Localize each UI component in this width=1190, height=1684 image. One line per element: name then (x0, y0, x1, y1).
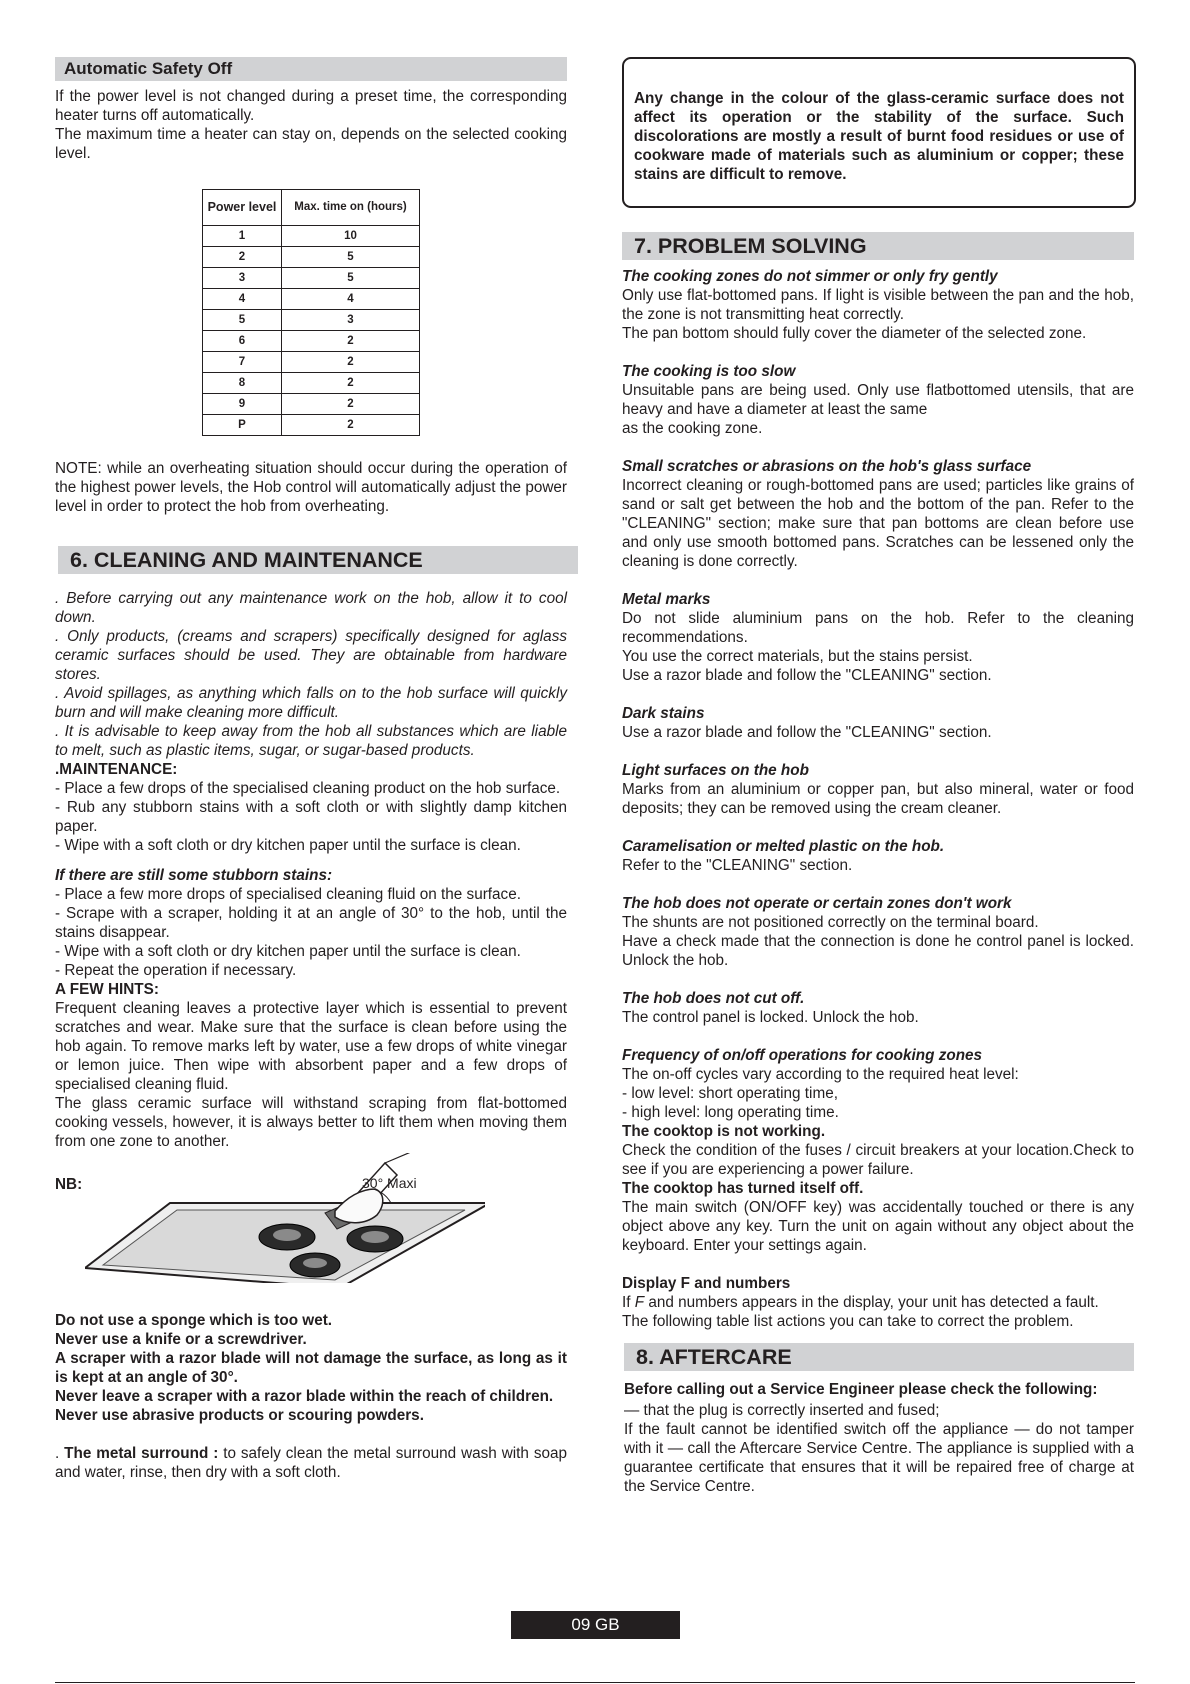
stubborn-title: If there are still some stubborn stains: (55, 867, 333, 884)
table-cell: 2 (282, 352, 420, 373)
table-cell: 2 (203, 247, 282, 268)
aftercare-line: If the fault cannot be identified switch off the appliance — do not tamper with it — call the Aftercare Service Centre. The appliance is supplied with a guarantee certificate that ensures that it will be repaired free of charge at the Service Centre. (624, 1421, 1134, 1495)
problem-line: Marks from an aluminium or copper pan, but also mineral, water or food deposits; they can be removed using the cream cleaner. (622, 781, 1134, 817)
frequency-line: The on-off cycles vary according to the required heat level: (622, 1066, 1019, 1083)
cleaning-heading: 6. CLEANING AND MAINTENANCE (58, 546, 578, 574)
maintenance-step: - Rub any stubborn stains with a soft cloth or with slightly damp kitchen paper. (55, 799, 567, 835)
max-time-header: Max. time on (hours) (282, 190, 420, 226)
angle-line-icon (385, 1153, 418, 1163)
display-pre: If (622, 1294, 635, 1311)
problem-title: Caramelisation or melted plastic on the hob. (622, 838, 945, 855)
metal-prefix: . (55, 1445, 65, 1462)
table-cell: 2 (282, 415, 420, 436)
colour-notice: Any change in the colour of the glass-ceramic surface does not affect its operation or the stability of the surface. Such discolorations are mostly a result of burnt food residues or use of cookware made of materials such as aluminium or copper; these stains are difficult to remove. (634, 90, 1124, 183)
problem-line: Have a check made that the connection is done he control panel is locked. Unlock the hob. (622, 933, 1134, 969)
stubborn-step: - Scrape with a scraper, holding it at an angle of 30° to the hob, until the stains disappear. (55, 905, 567, 941)
problem-line: The pan bottom should fully cover the diameter of the selected zone. (622, 325, 1087, 342)
maintenance-step: - Place a few drops of the specialised cleaning product on the hob surface. (55, 780, 561, 797)
warning-line: Never leave a scraper with a razor blade within the reach of children. (55, 1388, 554, 1405)
table-row (203, 331, 420, 352)
warning-line: Do not use a sponge which is too wet. (55, 1312, 333, 1329)
table-cell: 2 (282, 394, 420, 415)
stubborn-step: - Place a few more drops of specialised cleaning fluid on the surface. (55, 886, 521, 903)
table-cell: 5 (203, 310, 282, 331)
problem-line: Refer to the "CLEANING" section. (622, 857, 853, 874)
nb-figure-area (55, 1163, 567, 1309)
table-cell: 2 (282, 373, 420, 394)
frequency-line: - low level: short operating time, (622, 1085, 838, 1102)
table-cell: 3 (203, 268, 282, 289)
problem-title: Light surfaces on the hob (622, 762, 809, 779)
problem-line: Incorrect cleaning or rough-bottomed pans are used; particles like grains of sand or salt get between the hob and the bottom of the pan. Refer to the "CLEANING" section; make sure that pan bottoms are clean before use and only use smooth bottomed pans. Scratches can be lessened only the cleaning is done correctly. (622, 477, 1134, 570)
nb-label: NB: (55, 1176, 83, 1193)
not-working-text: Check the condition of the fuses / circuit breakers at your location.Check to see if you are experiencing a power failure. (622, 1142, 1134, 1178)
table-row (203, 247, 420, 268)
right-column (622, 0, 1134, 1496)
problem-title: The hob does not operate or certain zones don't work (622, 895, 1012, 912)
aftercare-intro: Before calling out a Service Engineer please check the following: (624, 1381, 1098, 1398)
table-row (203, 268, 420, 289)
cleaning-hint: . Before carrying out any maintenance work on the hob, allow it to cool down. (55, 590, 567, 626)
turned-off-text: The main switch (ON/OFF key) was accidentally touched or there is any object above any key. Turn the unit on again without any object about the keyboard. Enter your settings again. (622, 1199, 1134, 1254)
maintenance-step: - Wipe with a soft cloth or dry kitchen paper until the surface is clean. (55, 837, 521, 854)
hob-scraper-illustration (85, 1153, 485, 1283)
problem-title: The cooking is too slow (622, 363, 796, 380)
display-f: F (634, 1294, 645, 1311)
display-post: and numbers appears in the display, your unit has detected a fault. (644, 1294, 1099, 1311)
page-number: 09 GB (511, 1611, 680, 1639)
turned-off-title: The cooktop has turned itself off. (622, 1180, 864, 1197)
power-level-header: Power level (203, 190, 282, 226)
table-cell: 7 (203, 352, 282, 373)
table-cell: 5 (282, 268, 420, 289)
problem-line: You use the correct materials, but the stains persist. (622, 648, 973, 665)
maintenance-title: .MAINTENANCE: (55, 761, 178, 778)
problem-title: The hob does not cut off. (622, 990, 805, 1007)
display-line2: The following table list actions you can take to correct the problem. (622, 1313, 1074, 1330)
table-cell: 4 (203, 289, 282, 310)
problem-line: Do not slide aluminium pans on the hob. Refer to the cleaning recommendations. (622, 610, 1134, 646)
problem-line: Use a razor blade and follow the "CLEANING" section. (622, 724, 992, 741)
table-row (203, 352, 420, 373)
table-row (203, 310, 420, 331)
cooking-zone-icon (361, 1231, 389, 1243)
bottom-rule (55, 1682, 1135, 1683)
aftercare-line: — that the plug is correctly inserted and fused; (624, 1402, 940, 1419)
metal-text: to safely clean the metal surround wash with soap and water, rinse, then dry with a soft cloth. (55, 1445, 567, 1481)
problem-line: as the cooking zone. (622, 420, 763, 437)
table-row (203, 373, 420, 394)
problem-title: Metal marks (622, 591, 711, 608)
problem-title: Small scratches or abrasions on the hob's glass surface (622, 458, 1032, 475)
problem-line: The control panel is locked. Unlock the hob. (622, 1009, 919, 1026)
display-line (622, 1293, 1134, 1312)
stubborn-step: - Wipe with a soft cloth or dry kitchen paper until the surface is clean. (55, 943, 521, 960)
stubborn-step: - Repeat the operation if necessary. (55, 962, 297, 979)
table-cell: 10 (282, 226, 420, 247)
overheat-note: NOTE: while an overheating situation should occur during the operation of the highest power levels, the Hob control will automatically adjust the power level in order to protect the hob from overheating. (55, 460, 567, 515)
auto-safety-heading: Automatic Safety Off (55, 57, 567, 81)
left-column (55, 0, 567, 1482)
cooking-zone-icon (273, 1229, 301, 1241)
table-row (203, 394, 420, 415)
auto-safety-para1: If the power level is not changed during a preset time, the corresponding heater turns off automatically. (55, 88, 567, 124)
table-cell: 1 (203, 226, 282, 247)
metal-title: The metal surround : (64, 1445, 219, 1462)
cleaning-hint: . Avoid spillages, as anything which falls on to the hob surface will quickly burn and will make cleaning more difficult. (55, 685, 567, 721)
problem-title: Dark stains (622, 705, 705, 722)
auto-safety-para2: The maximum time a heater can stay on, depends on the selected cooking level. (55, 126, 567, 162)
table-cell: 9 (203, 394, 282, 415)
power-level-table (202, 189, 420, 436)
cleaning-hint: . It is advisable to keep away from the hob all substances which are liable to melt, such as plastic items, sugar, or sugar-based products. (55, 723, 567, 759)
table-row (203, 289, 420, 310)
warning-line: Never use abrasive products or scouring powders. (55, 1407, 424, 1424)
colour-notice-box (622, 57, 1136, 208)
frequency-title: Frequency of on/off operations for cooking zones (622, 1047, 983, 1064)
table-cell: 4 (282, 289, 420, 310)
table-cell: 6 (203, 331, 282, 352)
few-hints-para: Frequent cleaning leaves a protective layer which is essential to prevent scratches and wear. Make sure that the surface is clean before using the hob again. To remove marks left by water, use a few drops of white vinegar or lemon juice. Then wipe with absorbent paper and a few drops of specialised cleaning fluid. (55, 1000, 567, 1093)
display-title: Display F and numbers (622, 1275, 791, 1292)
table-row (203, 226, 420, 247)
frequency-line: - high level: long operating time. (622, 1104, 839, 1121)
cleaning-hint: . Only products, (creams and scrapers) specifically designed for aglass ceramic surfaces should be used. They are obtainable from hardware stores. (55, 628, 567, 683)
aftercare-heading: 8. AFTERCARE (624, 1343, 1134, 1371)
few-hints-title: A FEW HINTS: (55, 981, 159, 998)
not-working-title: The cooktop is not working. (622, 1123, 826, 1140)
table-cell: P (203, 415, 282, 436)
few-hints-para: The glass ceramic surface will withstand scraping from flat-bottomed cooking vessels, however, it is always better to lift them when moving them from one zone to another. (55, 1095, 567, 1150)
table-cell: 2 (282, 331, 420, 352)
metal-surround-para (55, 1444, 567, 1482)
problem-line: The shunts are not positioned correctly on the terminal board. (622, 914, 1039, 931)
table-cell: 3 (282, 310, 420, 331)
cooking-zone-icon (303, 1258, 327, 1268)
table-cell: 8 (203, 373, 282, 394)
problem-title: The cooking zones do not simmer or only fry gently (622, 268, 998, 285)
table-cell: 5 (282, 247, 420, 268)
problem-solving-heading: 7. PROBLEM SOLVING (622, 232, 1134, 260)
warning-line: Never use a knife or a screwdriver. (55, 1331, 307, 1348)
problem-line: Unsuitable pans are being used. Only use flatbottomed utensils, that are heavy and have a diameter at least the same (622, 382, 1134, 418)
angle-label: 30° Maxi (362, 1175, 417, 1191)
problem-line: Use a razor blade and follow the "CLEANING" section. (622, 667, 992, 684)
table-row (203, 415, 420, 436)
problem-line: Only use flat-bottomed pans. If light is visible between the pan and the hob, the zone is not transmitting heat correctly. (622, 287, 1134, 323)
warning-line: A scraper with a razor blade will not damage the surface, as long as it is kept at an angle of 30°. (55, 1350, 567, 1386)
